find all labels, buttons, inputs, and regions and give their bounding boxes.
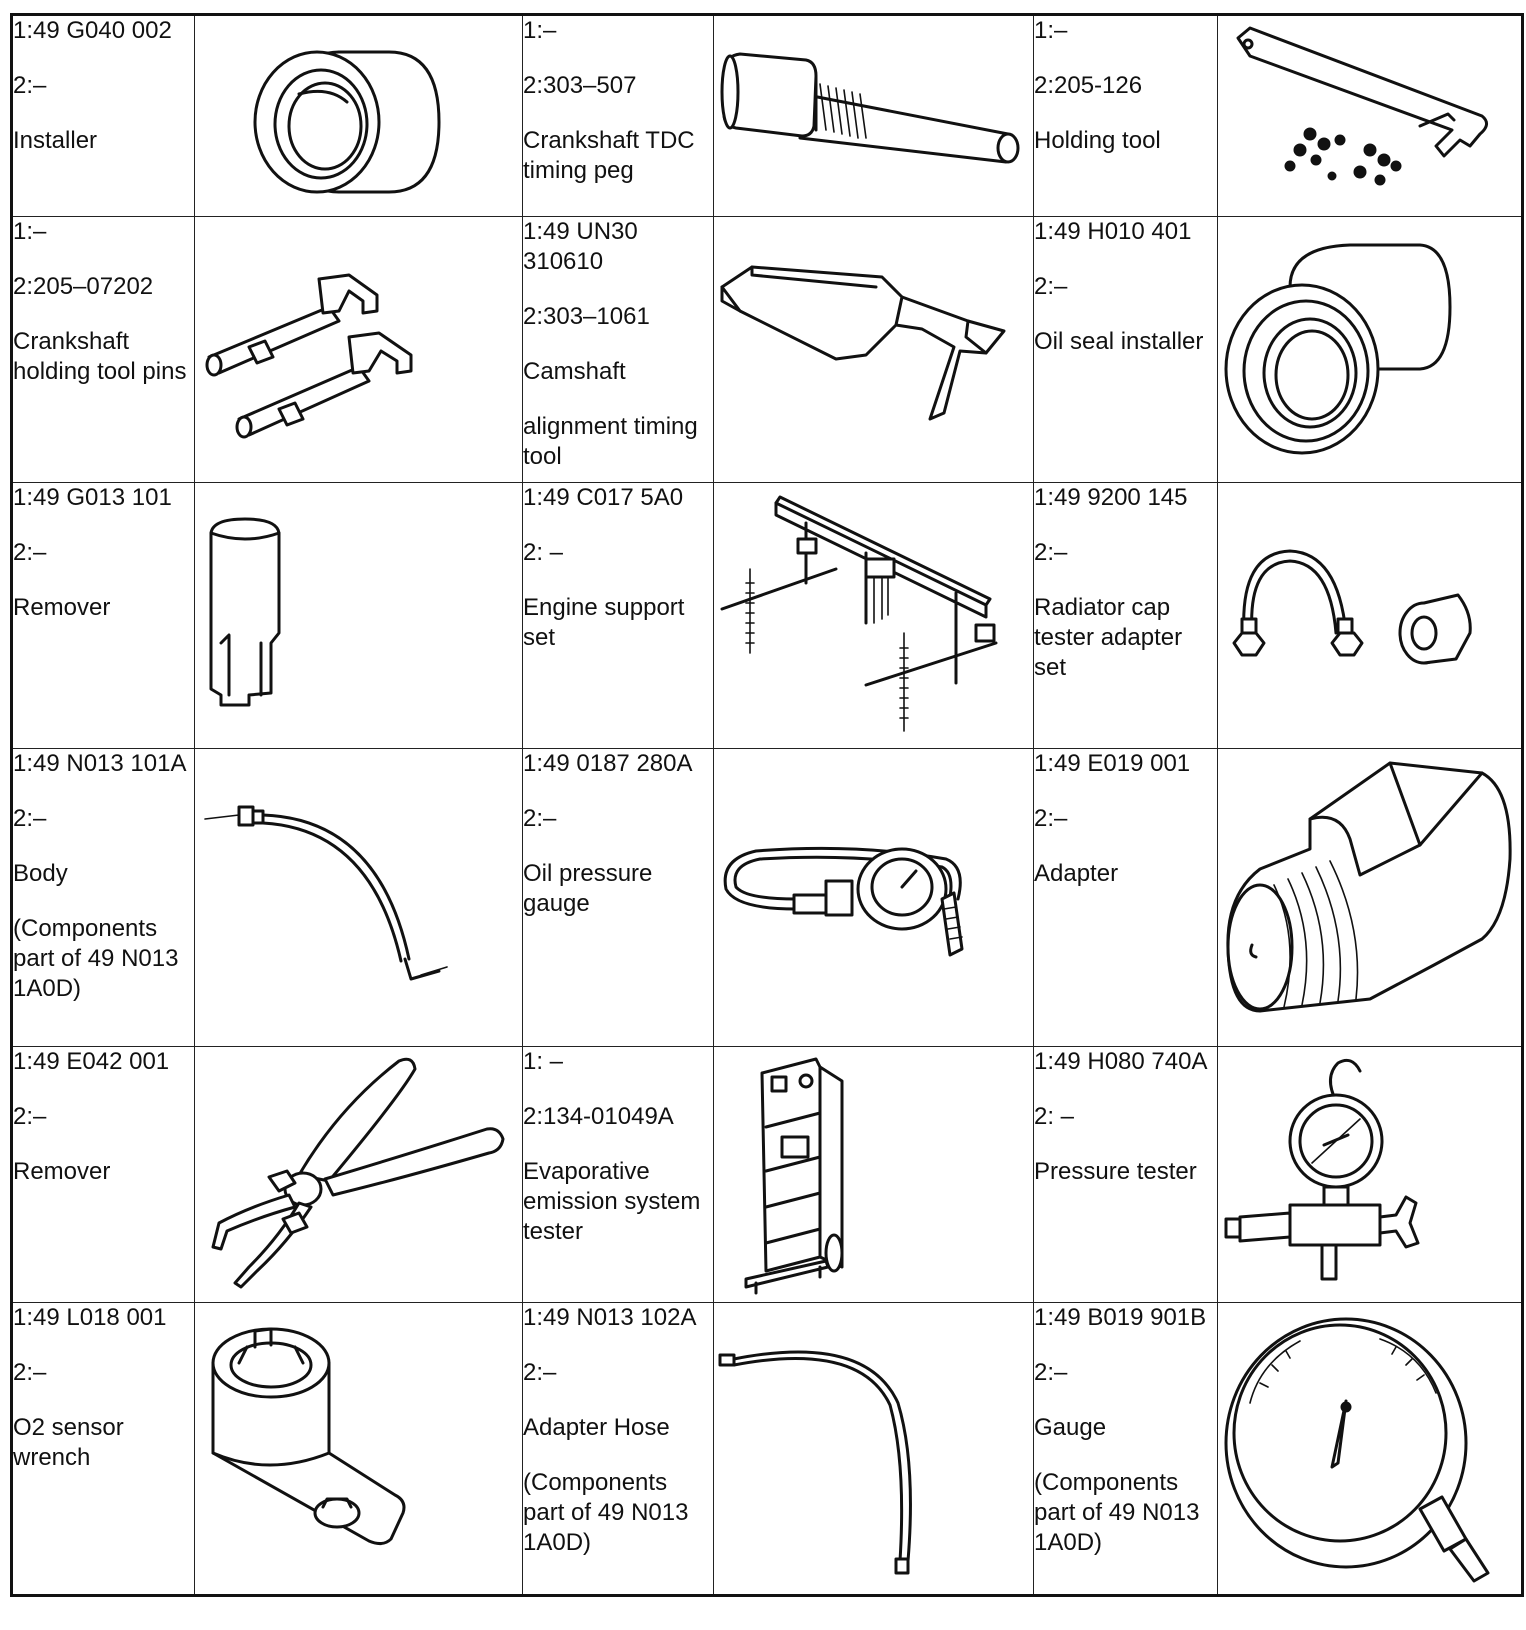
tool-image-cell bbox=[1218, 749, 1523, 1047]
tool-image-cell bbox=[714, 749, 1034, 1047]
o2-sensor-wrench-icon bbox=[199, 1303, 519, 1590]
tool-name: O2 sensor wrench bbox=[13, 1414, 124, 1471]
radiator-cap-adapter-icon bbox=[1220, 483, 1520, 743]
tool-image-cell bbox=[714, 1047, 1034, 1303]
tool-name: Evaporative emission system tester bbox=[523, 1158, 701, 1245]
camshaft-alignment-tool-icon bbox=[716, 217, 1032, 477]
tool-name: Installer bbox=[13, 127, 98, 154]
table-row bbox=[12, 1047, 1523, 1303]
probe-hose-icon bbox=[199, 749, 519, 1041]
special-tools-table bbox=[10, 13, 1524, 1597]
tool-image-cell bbox=[195, 1303, 523, 1596]
tool-number-2: 2:– bbox=[1034, 1359, 1068, 1386]
remover-sleeve-icon bbox=[199, 483, 519, 743]
tool-name: Camshaft bbox=[523, 358, 626, 385]
tool-number-1: 1:49 N013 102A bbox=[523, 1304, 697, 1331]
tool-number-1: 1:49 C017 5A0 bbox=[523, 484, 684, 511]
tool-number-1: 1:49 E019 001 bbox=[1034, 750, 1191, 777]
tool-number-1: 1: – bbox=[523, 1048, 564, 1075]
tool-number-1: 1:49 H010 401 bbox=[1034, 218, 1192, 245]
tool-note: (Components part of 49 N013 1A0D) bbox=[523, 1469, 689, 1556]
tool-image-cell bbox=[195, 15, 523, 217]
evap-tester-cart-icon bbox=[716, 1047, 1032, 1297]
tool-number-2: 2:– bbox=[523, 1359, 557, 1386]
threaded-adapter-icon bbox=[1220, 749, 1520, 1041]
tool-description-cell bbox=[12, 483, 195, 749]
tool-image-cell bbox=[1218, 15, 1523, 217]
tool-number-1: 1:49 L018 001 bbox=[13, 1304, 167, 1331]
tool-image-cell bbox=[714, 483, 1034, 749]
tool-name: Crankshaft holding tool pins bbox=[13, 328, 187, 385]
oil-pressure-gauge-icon bbox=[716, 749, 1032, 1041]
tool-note: (Components part of 49 N013 1A0D) bbox=[1034, 1469, 1200, 1556]
tool-number-1: 1:49 B019 901B bbox=[1034, 1304, 1207, 1331]
tool-number-1: 1:49 0187 280A bbox=[523, 750, 693, 777]
tool-number-1: 1:49 G013 101 bbox=[13, 484, 172, 511]
tool-number-1: 1:– bbox=[13, 218, 47, 245]
tool-description-cell bbox=[523, 1303, 714, 1596]
tool-number-2: 2:– bbox=[1034, 539, 1068, 566]
tool-number-2: 2:– bbox=[1034, 805, 1068, 832]
tool-number-2: 2:– bbox=[1034, 273, 1068, 300]
tool-image-cell bbox=[714, 1303, 1034, 1596]
tool-name: Crankshaft TDC timing peg bbox=[523, 127, 695, 184]
tool-description-cell bbox=[1034, 483, 1218, 749]
tool-name: Remover bbox=[13, 594, 111, 621]
tool-note: (Components part of 49 N013 1A0D) bbox=[13, 915, 179, 1002]
tool-description-cell bbox=[12, 15, 195, 217]
tool-name: Adapter bbox=[1034, 860, 1119, 887]
tool-description-cell bbox=[1034, 1303, 1218, 1596]
tool-name: Oil pressure gauge bbox=[523, 860, 653, 917]
tool-description-cell bbox=[1034, 1047, 1218, 1303]
tool-image-cell bbox=[195, 749, 523, 1047]
tool-description-cell bbox=[523, 483, 714, 749]
tool-description-cell bbox=[12, 217, 195, 483]
tool-description-cell bbox=[12, 749, 195, 1047]
tool-number-2: 2:205-126 bbox=[1034, 72, 1143, 99]
tool-number-2: 2:– bbox=[523, 805, 557, 832]
tool-name: Radiator cap tester adapter set bbox=[1034, 594, 1183, 681]
tool-description-cell bbox=[523, 217, 714, 483]
oil-seal-installer-icon bbox=[1220, 217, 1520, 477]
tool-number-1: 1:49 H080 740A bbox=[1034, 1048, 1208, 1075]
tool-description-cell bbox=[1034, 15, 1218, 217]
tool-number-2: 2: – bbox=[1034, 1103, 1075, 1130]
tool-name-continued: alignment timing tool bbox=[523, 413, 698, 470]
tool-number-2: 2:– bbox=[13, 1103, 47, 1130]
adapter-hose-icon bbox=[716, 1303, 1032, 1590]
timing-peg-icon bbox=[716, 16, 1032, 212]
tool-description-cell bbox=[12, 1047, 195, 1303]
tool-name: Gauge bbox=[1034, 1414, 1107, 1441]
tool-image-cell bbox=[195, 217, 523, 483]
tool-name: Adapter Hose bbox=[523, 1414, 670, 1441]
tool-description-cell bbox=[1034, 217, 1218, 483]
table-row bbox=[12, 483, 1523, 749]
pressure-tester-icon bbox=[1220, 1047, 1520, 1297]
tool-name: Engine support set bbox=[523, 594, 685, 651]
tool-number-2: 2:303–1061 bbox=[523, 303, 650, 330]
tool-number-1: 1:49 UN30 310610 bbox=[523, 218, 638, 275]
tool-name: Remover bbox=[13, 1158, 111, 1185]
tool-number-2: 2:– bbox=[13, 539, 47, 566]
table-row bbox=[12, 217, 1523, 483]
tool-number-1: 1:49 G040 002 bbox=[13, 17, 172, 44]
tool-image-cell bbox=[195, 483, 523, 749]
tool-image-cell bbox=[1218, 1303, 1523, 1596]
tool-number-2: 2: – bbox=[523, 539, 564, 566]
holding-tool-icon bbox=[1220, 16, 1520, 212]
tool-image-cell bbox=[1218, 217, 1523, 483]
tool-number-2: 2:– bbox=[13, 72, 47, 99]
tool-description-cell bbox=[12, 1303, 195, 1596]
tool-number-1: 1:49 N013 101A bbox=[13, 750, 187, 777]
tool-image-cell bbox=[195, 1047, 523, 1303]
engine-support-set-icon bbox=[716, 483, 1032, 743]
tool-number-2: 2:205–07202 bbox=[13, 273, 154, 300]
tool-name: Body bbox=[13, 860, 68, 887]
dial-gauge-icon bbox=[1220, 1303, 1520, 1590]
tool-number-2: 2:– bbox=[13, 1359, 47, 1386]
tool-number-2: 2:134-01049A bbox=[523, 1103, 674, 1130]
tool-description-cell bbox=[1034, 749, 1218, 1047]
tool-number-2: 2:303–507 bbox=[523, 72, 637, 99]
tool-number-1: 1:49 9200 145 bbox=[1034, 484, 1188, 511]
tool-description-cell bbox=[523, 1047, 714, 1303]
tool-image-cell bbox=[714, 15, 1034, 217]
holding-pins-icon bbox=[199, 217, 519, 477]
tool-number-2: 2:– bbox=[13, 805, 47, 832]
tool-image-cell bbox=[1218, 483, 1523, 749]
table-row bbox=[12, 1303, 1523, 1596]
table-row bbox=[12, 15, 1523, 217]
tool-number-1: 1:49 E042 001 bbox=[13, 1048, 170, 1075]
table-row bbox=[12, 749, 1523, 1047]
tool-number-1: 1:– bbox=[1034, 17, 1068, 44]
tool-number-1: 1:– bbox=[523, 17, 557, 44]
tool-name: Pressure tester bbox=[1034, 1158, 1197, 1185]
installer-ring-icon bbox=[199, 16, 519, 212]
tool-name: Oil seal installer bbox=[1034, 328, 1204, 355]
tool-image-cell bbox=[714, 217, 1034, 483]
tool-description-cell bbox=[523, 749, 714, 1047]
tool-description-cell bbox=[523, 15, 714, 217]
pliers-icon bbox=[199, 1047, 519, 1297]
tool-image-cell bbox=[1218, 1047, 1523, 1303]
tool-name: Holding tool bbox=[1034, 127, 1161, 154]
